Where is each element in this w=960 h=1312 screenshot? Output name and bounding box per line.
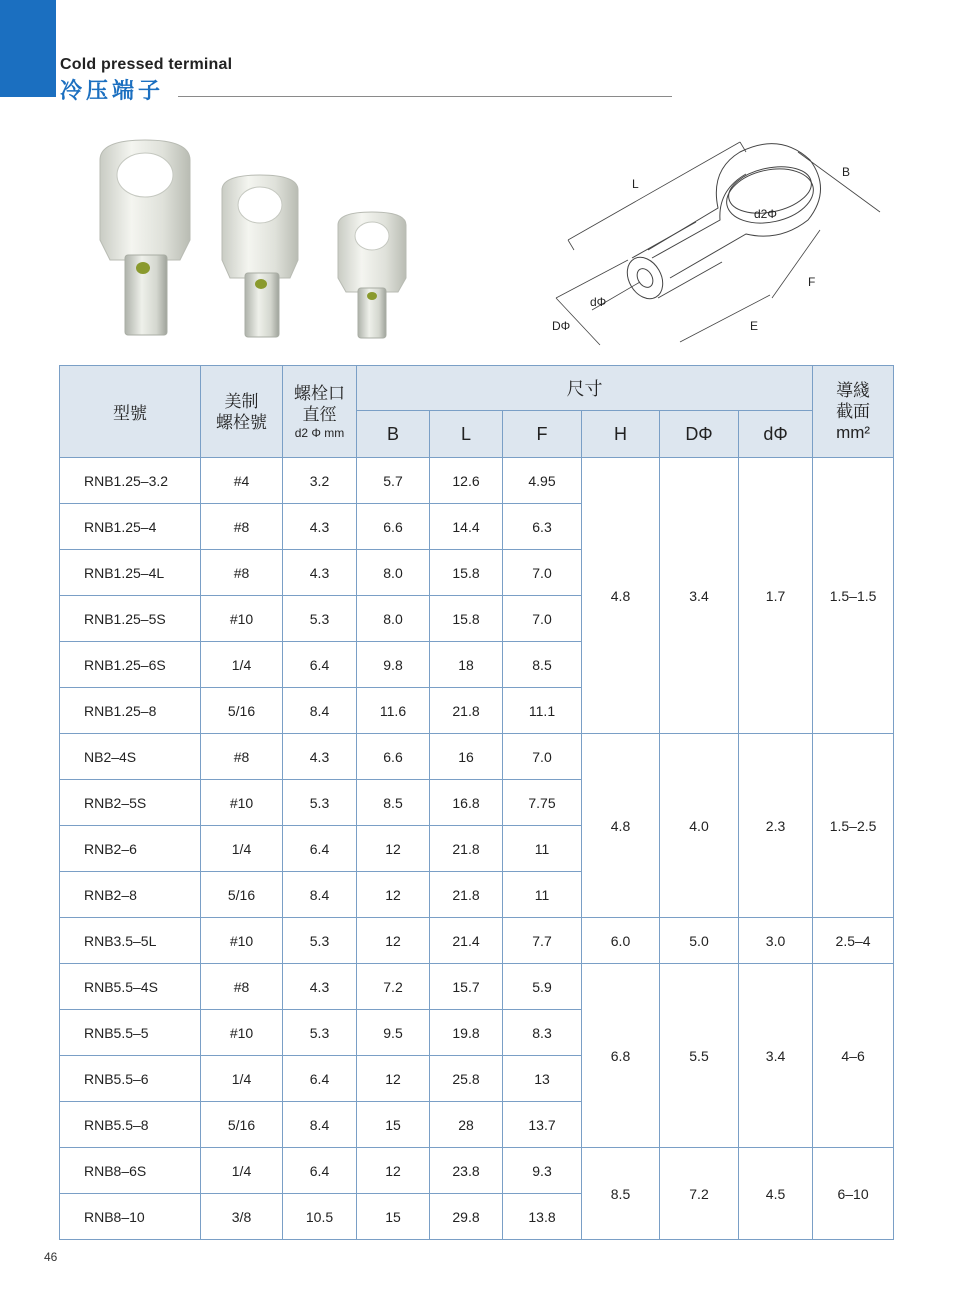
cell-d: 4.5 (739, 1148, 813, 1240)
cell-B: 12 (357, 872, 430, 918)
cell-F: 8.5 (503, 642, 582, 688)
cell-us-bolt: #8 (201, 550, 283, 596)
cell-model: RNB5.5–5 (60, 1010, 201, 1056)
cell-bolt-hole: 5.3 (283, 1010, 357, 1056)
header-bolt-hole-line3: d2 Φ mm (294, 425, 345, 440)
cell-bolt-hole: 4.3 (283, 550, 357, 596)
cell-F: 9.3 (503, 1148, 582, 1194)
cell-bolt-hole: 5.3 (283, 596, 357, 642)
cell-model: RNB1.25–3.2 (60, 458, 201, 504)
cell-us-bolt: #4 (201, 458, 283, 504)
cell-H: 6.8 (582, 964, 660, 1148)
cell-d: 1.7 (739, 458, 813, 734)
cell-model: RNB5.5–6 (60, 1056, 201, 1102)
cell-us-bolt: 1/4 (201, 1148, 283, 1194)
cell-B: 5.7 (357, 458, 430, 504)
cell-L: 21.8 (430, 872, 503, 918)
cell-D: 7.2 (660, 1148, 739, 1240)
cell-bolt-hole: 3.2 (283, 458, 357, 504)
cell-us-bolt: #10 (201, 918, 283, 964)
cell-D: 3.4 (660, 458, 739, 734)
cell-B: 12 (357, 918, 430, 964)
cell-L: 28 (430, 1102, 503, 1148)
cell-F: 7.0 (503, 596, 582, 642)
header-row-top (60, 366, 894, 411)
header-wire-line3: mm² (836, 423, 871, 442)
cell-B: 9.8 (357, 642, 430, 688)
product-photo (80, 130, 420, 350)
spec-table (59, 365, 894, 1240)
cell-B: 6.6 (357, 504, 430, 550)
cell-us-bolt: 3/8 (201, 1194, 283, 1240)
cell-H: 4.8 (582, 734, 660, 918)
cell-model: RNB1.25–8 (60, 688, 201, 734)
cell-F: 4.95 (503, 458, 582, 504)
cell-d: 3.0 (739, 918, 813, 964)
cell-us-bolt: 5/16 (201, 688, 283, 734)
cell-model: RNB8–6S (60, 1148, 201, 1194)
diagram-label-F: F (808, 275, 816, 289)
cell-D: 4.0 (660, 734, 739, 918)
cell-model: RNB1.25–6S (60, 642, 201, 688)
header-L: L (430, 411, 503, 458)
cell-B: 11.6 (357, 688, 430, 734)
diagram-label-D: DΦ (552, 319, 571, 333)
cell-model: NB2–4S (60, 734, 201, 780)
cell-F: 11 (503, 826, 582, 872)
cell-us-bolt: #8 (201, 504, 283, 550)
cell-F: 11 (503, 872, 582, 918)
spec-table-body (60, 458, 894, 1240)
header-wire-line1: 導綫 (836, 381, 871, 400)
cell-bolt-hole: 6.4 (283, 642, 357, 688)
cell-us-bolt: 5/16 (201, 872, 283, 918)
cell-L: 21.4 (430, 918, 503, 964)
cell-B: 12 (357, 826, 430, 872)
cell-model: RNB8–10 (60, 1194, 201, 1240)
cell-bolt-hole: 8.4 (283, 688, 357, 734)
header-accent-bar (0, 0, 56, 97)
cell-L: 15.7 (430, 964, 503, 1010)
cell-L: 23.8 (430, 1148, 503, 1194)
cell-bolt-hole: 6.4 (283, 1148, 357, 1194)
cell-bolt-hole: 5.3 (283, 780, 357, 826)
header-B: B (357, 411, 430, 458)
diagram-label-B: B (842, 165, 851, 179)
terminal-large (100, 140, 190, 335)
cell-us-bolt: 1/4 (201, 826, 283, 872)
cell-bolt-hole: 8.4 (283, 872, 357, 918)
header-F: F (503, 411, 582, 458)
cell-B: 9.5 (357, 1010, 430, 1056)
cell-D: 5.0 (660, 918, 739, 964)
cell-B: 15 (357, 1194, 430, 1240)
cell-wire-section: 1.5–1.5 (813, 458, 894, 734)
cell-us-bolt: 1/4 (201, 1056, 283, 1102)
header-H: H (582, 411, 660, 458)
header-us-bolt-line2: 螺栓號 (216, 412, 267, 432)
cell-F: 5.9 (503, 964, 582, 1010)
cell-us-bolt: #10 (201, 596, 283, 642)
cell-H: 8.5 (582, 1148, 660, 1240)
cell-L: 19.8 (430, 1010, 503, 1056)
table-row (60, 458, 894, 504)
cell-F: 13 (503, 1056, 582, 1102)
cell-B: 8.0 (357, 596, 430, 642)
table-row (60, 734, 894, 780)
cell-bolt-hole: 5.3 (283, 918, 357, 964)
table-row (60, 1148, 894, 1194)
cell-B: 8.0 (357, 550, 430, 596)
table-row (60, 918, 894, 964)
title-underline (178, 96, 672, 97)
cell-us-bolt: #8 (201, 964, 283, 1010)
cell-B: 12 (357, 1148, 430, 1194)
header-bolt-hole-line2: 直徑 (302, 404, 337, 424)
cell-L: 16 (430, 734, 503, 780)
cell-model: RNB1.25–4L (60, 550, 201, 596)
cell-bolt-hole: 10.5 (283, 1194, 357, 1240)
cell-model: RNB1.25–4 (60, 504, 201, 550)
cell-model: RNB5.5–8 (60, 1102, 201, 1148)
cell-B: 7.2 (357, 964, 430, 1010)
cell-model: RNB5.5–4S (60, 964, 201, 1010)
diagram-label-L: L (632, 177, 639, 191)
cell-bolt-hole: 4.3 (283, 734, 357, 780)
terminal-small (338, 212, 406, 338)
cell-F: 13.8 (503, 1194, 582, 1240)
cell-L: 14.4 (430, 504, 503, 550)
header-us-bolt (201, 366, 283, 458)
cell-L: 29.8 (430, 1194, 503, 1240)
cell-B: 8.5 (357, 780, 430, 826)
cell-model: RNB3.5–5L (60, 918, 201, 964)
cell-L: 21.8 (430, 688, 503, 734)
table-row (60, 964, 894, 1010)
page-number: 46 (44, 1250, 58, 1264)
cell-D: 5.5 (660, 964, 739, 1148)
cell-B: 6.6 (357, 734, 430, 780)
cell-wire-section: 4–6 (813, 964, 894, 1148)
cell-us-bolt: #8 (201, 734, 283, 780)
cell-H: 4.8 (582, 458, 660, 734)
header-dimensions: 尺寸 (357, 366, 813, 411)
header-wire-line2: 截面 (836, 402, 871, 421)
cell-L: 21.8 (430, 826, 503, 872)
header-bolt-hole (283, 366, 357, 458)
header-model: 型號 (60, 366, 201, 458)
cell-bolt-hole: 6.4 (283, 826, 357, 872)
terminal-medium (222, 175, 298, 337)
cell-us-bolt: 1/4 (201, 642, 283, 688)
cell-wire-section: 6–10 (813, 1148, 894, 1240)
diagram-label-d2: d2Φ (754, 207, 777, 221)
cell-wire-section: 2.5–4 (813, 918, 894, 964)
cell-B: 12 (357, 1056, 430, 1102)
cell-F: 7.7 (503, 918, 582, 964)
title-chinese: 冷压端子 (60, 78, 165, 103)
header-us-bolt-line1: 美制 (224, 391, 259, 411)
cell-L: 15.8 (430, 596, 503, 642)
cell-wire-section: 1.5–2.5 (813, 734, 894, 918)
header-d: dΦ (739, 411, 813, 458)
header-D: DΦ (660, 411, 739, 458)
cell-F: 13.7 (503, 1102, 582, 1148)
cell-bolt-hole: 6.4 (283, 1056, 357, 1102)
cell-B: 15 (357, 1102, 430, 1148)
cell-L: 25.8 (430, 1056, 503, 1102)
cell-us-bolt: 5/16 (201, 1102, 283, 1148)
cell-H: 6.0 (582, 918, 660, 964)
cell-d: 2.3 (739, 734, 813, 918)
cell-L: 16.8 (430, 780, 503, 826)
cell-F: 6.3 (503, 504, 582, 550)
cell-model: RNB2–5S (60, 780, 201, 826)
cell-L: 12.6 (430, 458, 503, 504)
cell-us-bolt: #10 (201, 1010, 283, 1056)
cell-F: 8.3 (503, 1010, 582, 1056)
diagram-label-d: dΦ (590, 295, 607, 309)
cell-L: 18 (430, 642, 503, 688)
cell-F: 7.0 (503, 550, 582, 596)
cell-L: 15.8 (430, 550, 503, 596)
title-english: Cold pressed terminal (60, 56, 233, 73)
cell-F: 7.0 (503, 734, 582, 780)
cell-F: 7.75 (503, 780, 582, 826)
cell-bolt-hole: 4.3 (283, 504, 357, 550)
dimension-diagram (540, 130, 900, 350)
cell-model: RNB1.25–5S (60, 596, 201, 642)
cell-bolt-hole: 4.3 (283, 964, 357, 1010)
header-wire-section (813, 366, 894, 458)
cell-model: RNB2–8 (60, 872, 201, 918)
diagram-label-E: E (750, 319, 759, 333)
cell-model: RNB2–6 (60, 826, 201, 872)
header-bolt-hole-line1: 螺栓口 (294, 383, 345, 403)
cell-F: 11.1 (503, 688, 582, 734)
cell-us-bolt: #10 (201, 780, 283, 826)
cell-d: 3.4 (739, 964, 813, 1148)
cell-bolt-hole: 8.4 (283, 1102, 357, 1148)
